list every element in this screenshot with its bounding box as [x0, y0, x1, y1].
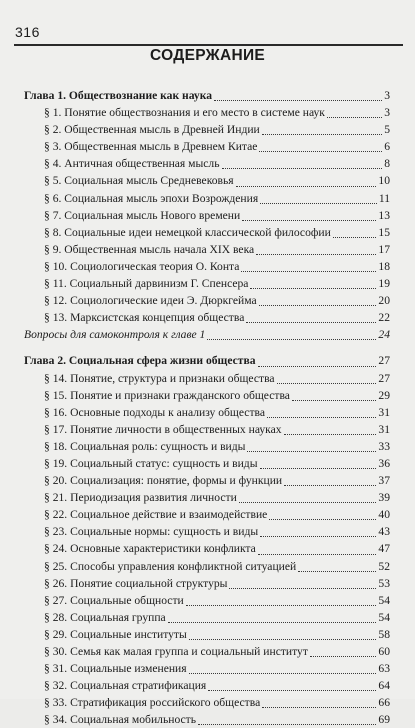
page-ref: 69	[378, 711, 390, 728]
toc-section-entry	[24, 592, 390, 609]
toc-section-entry	[24, 138, 390, 155]
section-title: § 31. Социальные изменения	[44, 660, 187, 677]
toc-section-entry	[24, 455, 390, 472]
dot-leader	[292, 399, 376, 401]
questions-label: Вопросы для самоконтроля к главе 1	[24, 326, 205, 343]
section-title: § 5. Социальная мысль Средневековья	[44, 172, 234, 189]
toc-section-entry	[24, 523, 390, 540]
section-title: § 4. Античная общественная мысль	[44, 155, 220, 172]
toc-section-entry	[24, 643, 390, 660]
section-title: § 6. Социальная мысль эпохи Возрождения	[44, 190, 258, 207]
section-title: § 22. Социальное действие и взаимодействие	[44, 506, 267, 523]
section-title: § 30. Семья как малая группа и социальный институт	[44, 643, 308, 660]
page-ref: 13	[378, 207, 390, 224]
dot-leader	[298, 570, 376, 572]
page-ref: 47	[378, 540, 390, 557]
section-title: § 7. Социальная мысль Нового времени	[44, 207, 240, 224]
page-ref: 11	[379, 190, 390, 207]
dot-leader	[189, 638, 377, 640]
dot-leader	[208, 689, 376, 691]
toc-section-entry	[24, 275, 390, 292]
toc-section-entry	[24, 241, 390, 258]
section-title: § 24. Основные характеристики конфликта	[44, 540, 256, 557]
chapter-title: Глава 1. Обществознание как наука	[24, 87, 212, 104]
page-ref: 3	[384, 104, 390, 121]
page-title: СОДЕРЖАНИЕ	[0, 47, 415, 65]
dot-leader	[260, 202, 377, 204]
section-title: § 21. Периодизация развития личности	[44, 489, 237, 506]
toc-section-entry	[24, 258, 390, 275]
toc-section-entry	[24, 121, 390, 138]
section-title: § 34. Социальная мобильность	[44, 711, 196, 728]
toc-section-entry	[24, 155, 390, 172]
toc-section-entry	[24, 472, 390, 489]
toc-section-entry	[24, 104, 390, 121]
dot-leader	[284, 484, 376, 486]
dot-leader	[260, 467, 377, 469]
dot-leader	[260, 535, 376, 537]
page-ref: 40	[378, 506, 390, 523]
page-ref: 5	[384, 121, 390, 138]
dot-leader	[256, 253, 376, 255]
page-number: 316	[15, 24, 40, 40]
dot-leader	[269, 518, 376, 520]
page-ref: 31	[378, 404, 390, 421]
toc-section-entry	[24, 626, 390, 643]
page-ref: 53	[378, 575, 390, 592]
toc-section-entry	[24, 660, 390, 677]
toc-section-entry	[24, 370, 390, 387]
section-title: § 15. Понятие и признаки гражданского общества	[44, 387, 290, 404]
section-title: § 20. Социализация: понятие, формы и функции	[44, 472, 282, 489]
page-ref: 27	[378, 352, 390, 369]
page-ref: 27	[378, 370, 390, 387]
toc-section-entry	[24, 207, 390, 224]
chapter-2-sections	[24, 370, 390, 728]
toc-section-entry	[24, 506, 390, 523]
toc-section-entry	[24, 421, 390, 438]
chapter-title: Глава 2. Социальная сфера жизни общества	[24, 352, 256, 369]
toc-section-entry	[24, 575, 390, 592]
table-of-contents	[24, 87, 390, 728]
page-ref: 54	[378, 592, 390, 609]
dot-leader	[222, 167, 383, 169]
dot-leader	[189, 672, 377, 674]
page-ref: 43	[378, 523, 390, 540]
section-title: § 13. Марксистская концепция общества	[44, 309, 244, 326]
dot-leader	[262, 133, 382, 135]
toc-section-entry	[24, 711, 390, 728]
page-ref: 22	[378, 309, 390, 326]
dot-leader	[259, 304, 377, 306]
dot-leader	[207, 338, 376, 340]
dot-leader	[267, 416, 376, 418]
section-title: § 17. Понятие личности в общественных науках	[44, 421, 282, 438]
page-ref: 58	[378, 626, 390, 643]
section-title: § 2. Общественная мысль в Древней Индии	[44, 121, 260, 138]
page-ref: 19	[378, 275, 390, 292]
page-ref: 31	[378, 421, 390, 438]
section-title: § 27. Социальные общности	[44, 592, 184, 609]
header-rule	[14, 44, 403, 46]
toc-section-entry	[24, 438, 390, 455]
dot-leader	[229, 587, 376, 589]
toc-section-entry	[24, 224, 390, 241]
page-ref: 60	[378, 643, 390, 660]
section-title: § 8. Социальные идеи немецкой классической философии	[44, 224, 331, 241]
page-ref: 8	[384, 155, 390, 172]
dot-leader	[241, 270, 376, 272]
section-title: § 16. Основные подходы к анализу общества	[44, 404, 265, 421]
page-ref: 6	[384, 138, 390, 155]
dot-leader	[198, 723, 376, 725]
dot-leader	[333, 236, 377, 238]
page-ref: 17	[378, 241, 390, 258]
page-ref: 3	[384, 87, 390, 104]
dot-leader	[277, 382, 377, 384]
toc-section-entry	[24, 609, 390, 626]
section-title: § 29. Социальные институты	[44, 626, 187, 643]
page-ref: 33	[378, 438, 390, 455]
section-title: § 9. Общественная мысль начала XIX века	[44, 241, 254, 258]
toc-section-entry	[24, 694, 390, 711]
toc-section-entry	[24, 540, 390, 557]
section-title: § 12. Социологические идеи Э. Дюркгейма	[44, 292, 257, 309]
section-title: § 14. Понятие, структура и признаки общества	[44, 370, 275, 387]
dot-leader	[258, 365, 377, 367]
page-ref: 37	[378, 472, 390, 489]
page-ref: 29	[378, 387, 390, 404]
dot-leader	[327, 116, 382, 118]
section-title: § 33. Стратификация российского общества	[44, 694, 260, 711]
page-ref: 52	[378, 558, 390, 575]
toc-section-entry	[24, 309, 390, 326]
section-title: § 19. Социальный статус: сущность и виды	[44, 455, 258, 472]
dot-leader	[310, 655, 377, 657]
dot-leader	[247, 450, 376, 452]
section-title: § 23. Социальные нормы: сущность и виды	[44, 523, 258, 540]
page-ref: 64	[378, 677, 390, 694]
page-ref: 63	[378, 660, 390, 677]
spacer	[24, 343, 390, 352]
section-title: § 11. Социальный дарвинизм Г. Спенсера	[44, 275, 248, 292]
dot-leader	[236, 185, 377, 187]
page-ref: 36	[378, 455, 390, 472]
section-title: § 1. Понятие обществознания и его место в системе наук	[44, 104, 325, 121]
section-title: § 28. Социальная группа	[44, 609, 166, 626]
page-ref: 66	[378, 694, 390, 711]
section-title: § 25. Способы управления конфликтной ситуацией	[44, 558, 296, 575]
dot-leader	[214, 99, 382, 101]
chapter-1-sections	[24, 104, 390, 326]
toc-section-entry	[24, 404, 390, 421]
dot-leader	[262, 706, 376, 708]
dot-leader	[168, 621, 377, 623]
toc-section-entry	[24, 190, 390, 207]
section-title: § 10. Социологическая теория О. Конта	[44, 258, 239, 275]
dot-leader	[258, 553, 377, 555]
section-title: § 18. Социальная роль: сущность и виды	[44, 438, 245, 455]
toc-section-entry	[24, 677, 390, 694]
toc-section-entry	[24, 489, 390, 506]
page-ref: 15	[378, 224, 390, 241]
questions-entry	[24, 326, 390, 343]
toc-section-entry	[24, 558, 390, 575]
toc-section-entry	[24, 172, 390, 189]
page-ref: 54	[378, 609, 390, 626]
dot-leader	[239, 501, 377, 503]
page-ref: 10	[378, 172, 390, 189]
page-ref: 18	[378, 258, 390, 275]
toc-section-entry	[24, 387, 390, 404]
dot-leader	[284, 433, 377, 435]
toc-section-entry	[24, 292, 390, 309]
chapter-1-entry	[24, 87, 390, 104]
page-ref: 20	[378, 292, 390, 309]
dot-leader	[259, 150, 382, 152]
section-title: § 32. Социальная стратификация	[44, 677, 206, 694]
page-ref: 39	[378, 489, 390, 506]
dot-leader	[242, 219, 376, 221]
dot-leader	[246, 321, 376, 323]
page-ref: 24	[378, 326, 390, 343]
dot-leader	[250, 287, 376, 289]
section-title: § 26. Понятие социальной структуры	[44, 575, 227, 592]
dot-leader	[186, 604, 377, 606]
chapter-2-entry	[24, 352, 390, 369]
section-title: § 3. Общественная мысль в Древнем Китае	[44, 138, 257, 155]
